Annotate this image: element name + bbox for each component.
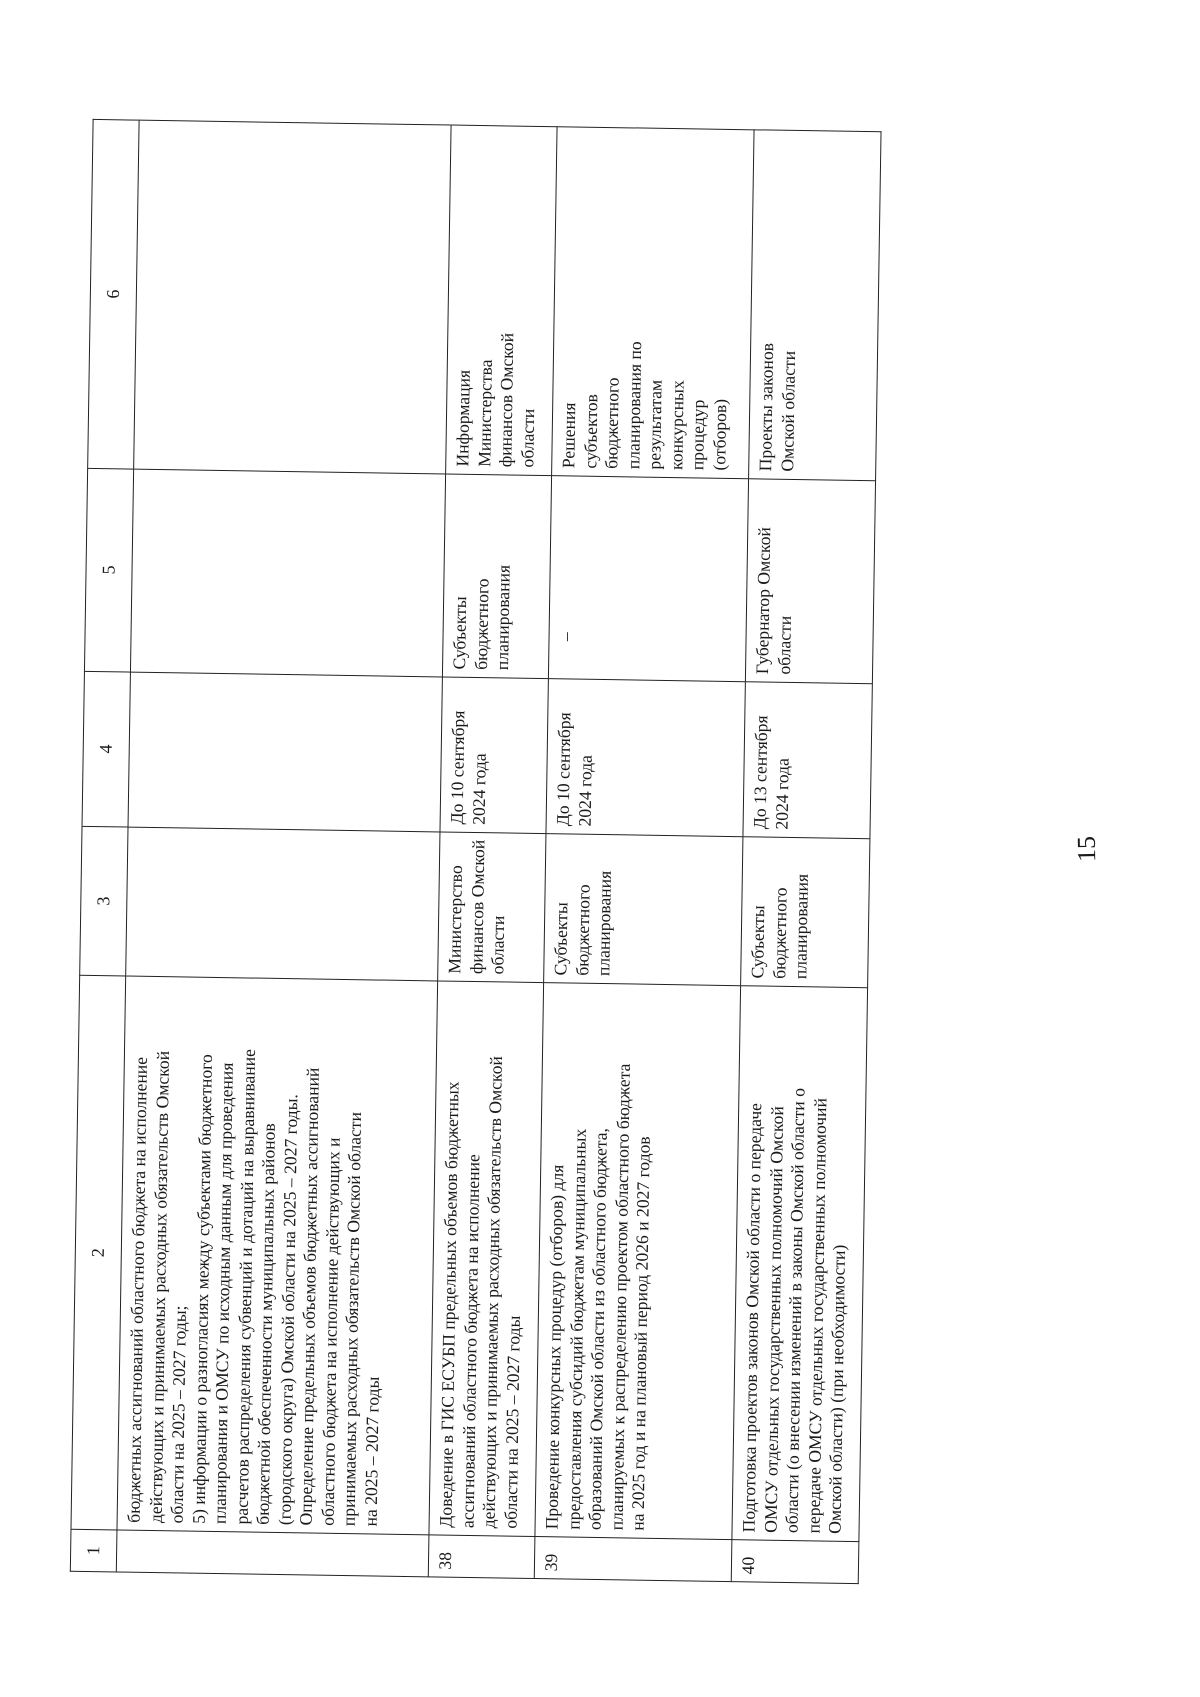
cell-line: областного бюджета на исполнение действующих и: [317, 1137, 344, 1526]
schedule-table: [70, 119, 882, 1584]
cell-line: субъектов: [579, 393, 601, 469]
cell-line: предоставления субсидий бюджетам муниципальных: [563, 1128, 590, 1530]
cell-col-4: [546, 678, 745, 836]
cell-line: результатам: [644, 379, 666, 470]
table-row: [116, 120, 451, 1577]
cell-col-4: [743, 681, 872, 838]
cell-line: Проведение конкурсных процедур (отборов) для: [541, 1164, 568, 1530]
cell-line: действующих и принимаемых расходных обязательств Омской: [145, 1050, 173, 1524]
cell-line: бюджетного: [571, 884, 594, 976]
cell-line: Министерство: [444, 865, 466, 974]
cell-col-2: [429, 981, 544, 1537]
cell-line: Определение предельных объемов бюджетных ассигнований: [295, 1067, 323, 1526]
cell-line: планирования: [492, 564, 514, 671]
cell-col-6: [552, 126, 754, 478]
cell-col-3: [544, 833, 743, 985]
cell-col-4: [440, 677, 548, 834]
cell-line: планирования: [593, 870, 615, 977]
cell-line: планируемых к распределению проектом областного бюджета: [606, 1063, 634, 1531]
cell-line: бюджетных ассигнований областного бюджета на исполнение: [123, 1056, 151, 1523]
cell-line: Проекты законов: [755, 342, 778, 472]
cell-line: Решения: [558, 402, 580, 469]
header-col-3: 3: [80, 826, 128, 976]
cell-col-3: [741, 836, 870, 987]
cell-line: процедур: [687, 399, 709, 471]
row-number: 39: [534, 1537, 732, 1582]
cell-line: бюджетного: [470, 578, 492, 670]
header-col-4: 4: [82, 671, 130, 827]
cell-line: области: [516, 408, 538, 468]
cell-col-6: [749, 130, 881, 481]
cell-line: Доведение в ГИС ЕСУБП предельных объемов бюджетных: [435, 1081, 463, 1528]
cell-line: финансов Омской: [495, 332, 518, 468]
cell-line: области (о внесении изменений в законы Омской области о: [781, 1087, 809, 1534]
cell-line: Омской области: [776, 350, 799, 472]
cell-line: 2024 года: [771, 757, 793, 830]
cell-line: конкурсных: [665, 380, 688, 470]
cell-line: Подготовка проектов законов Омской области о передаче: [738, 1102, 766, 1533]
cell-line: передаче ОМСУ отдельных государственных полномочий: [803, 1097, 830, 1534]
cell-line: бюджетного: [601, 377, 623, 469]
cell-line: –: [555, 632, 576, 642]
cell-line: 2024 года: [468, 753, 490, 825]
page-number: 15: [1071, 835, 1102, 863]
cell-line: (отборов): [708, 398, 730, 471]
cell-col-5: [130, 469, 445, 677]
cell-line: До 10 сентября: [552, 712, 575, 827]
row-number: 40: [731, 1540, 859, 1584]
cell-line: области: [487, 915, 509, 975]
cell-line: расчетов распределения субвенций и дотаций на выравнивание: [231, 1048, 259, 1525]
cell-line: Информация: [452, 369, 474, 467]
cell-line: (городского округа) Омской области на 2025 – 2027 годы.: [274, 1093, 301, 1526]
cell-col-2: [535, 983, 741, 1540]
header-col-5: 5: [84, 468, 133, 672]
cell-col-5: [442, 474, 551, 679]
cell-col-5: [548, 475, 748, 681]
cell-line: Субъекты: [449, 596, 471, 670]
cell-line: на 2025 – 2027 годы: [360, 1376, 383, 1527]
cell-line: планирования по: [622, 341, 645, 470]
cell-col-5: [745, 478, 875, 683]
cell-line: области на 2025 – 2027 годы: [500, 1315, 524, 1529]
header-col-6: 6: [88, 119, 139, 469]
cell-col-6: [134, 120, 451, 474]
cell-line: Субъекты: [747, 905, 769, 979]
cell-col-4: [128, 672, 442, 832]
cell-line: бюджетной обеспеченности муниципальных районов: [252, 1123, 279, 1525]
cell-line: ассигнований областного бюджета на исполнение: [457, 1153, 483, 1529]
cell-line: планирования и ОМСУ по исходным данным для проведения: [209, 1062, 237, 1525]
cell-col-3: [438, 832, 546, 983]
cell-line: До 13 сентября: [749, 715, 772, 830]
cell-line: образований Омской области из областного бюджета,: [584, 1127, 611, 1531]
header-col-1: 1: [70, 1529, 117, 1572]
table-row: [731, 130, 881, 1584]
cell-line: действующих и принимаемых расходных обязательств Омской: [478, 1055, 506, 1529]
cell-col-6: [446, 125, 557, 476]
cell-line: принимаемых расходных обязательств Омской области: [338, 1111, 366, 1527]
cell-col-2: [732, 986, 868, 1542]
cell-line: на 2025 год и на плановый период 2026 и 2027 годов: [627, 1136, 654, 1531]
cell-line: Губернатор Омской: [751, 526, 775, 675]
row-number: 38: [428, 1535, 535, 1579]
header-col-2: 2: [71, 975, 126, 1530]
table-row: [534, 126, 754, 1581]
cell-line: области: [773, 615, 795, 675]
cell-line: области на 2025 – 2027 годы;: [166, 1305, 191, 1524]
cell-line: Омской области) (при необходимости): [824, 1244, 850, 1534]
cell-col-3: [126, 827, 440, 981]
cell-line: Субъекты: [550, 902, 572, 976]
cell-col-2: [117, 976, 438, 1535]
cell-line: бюджетного: [768, 887, 791, 979]
cell-line: планирования: [790, 873, 812, 980]
cell-line: финансов Омской: [465, 839, 488, 975]
cell-line: 2024 года: [574, 754, 596, 827]
cell-line: ОМСУ отдельных государственных полномочий Омской: [760, 1106, 787, 1533]
cell-line: Министерства: [473, 359, 496, 467]
row-number: [116, 1530, 429, 1577]
cell-line: 5) информации о разногласиях между субъектами бюджетного: [188, 1054, 216, 1524]
cell-line: До 10 сентября: [446, 710, 469, 825]
